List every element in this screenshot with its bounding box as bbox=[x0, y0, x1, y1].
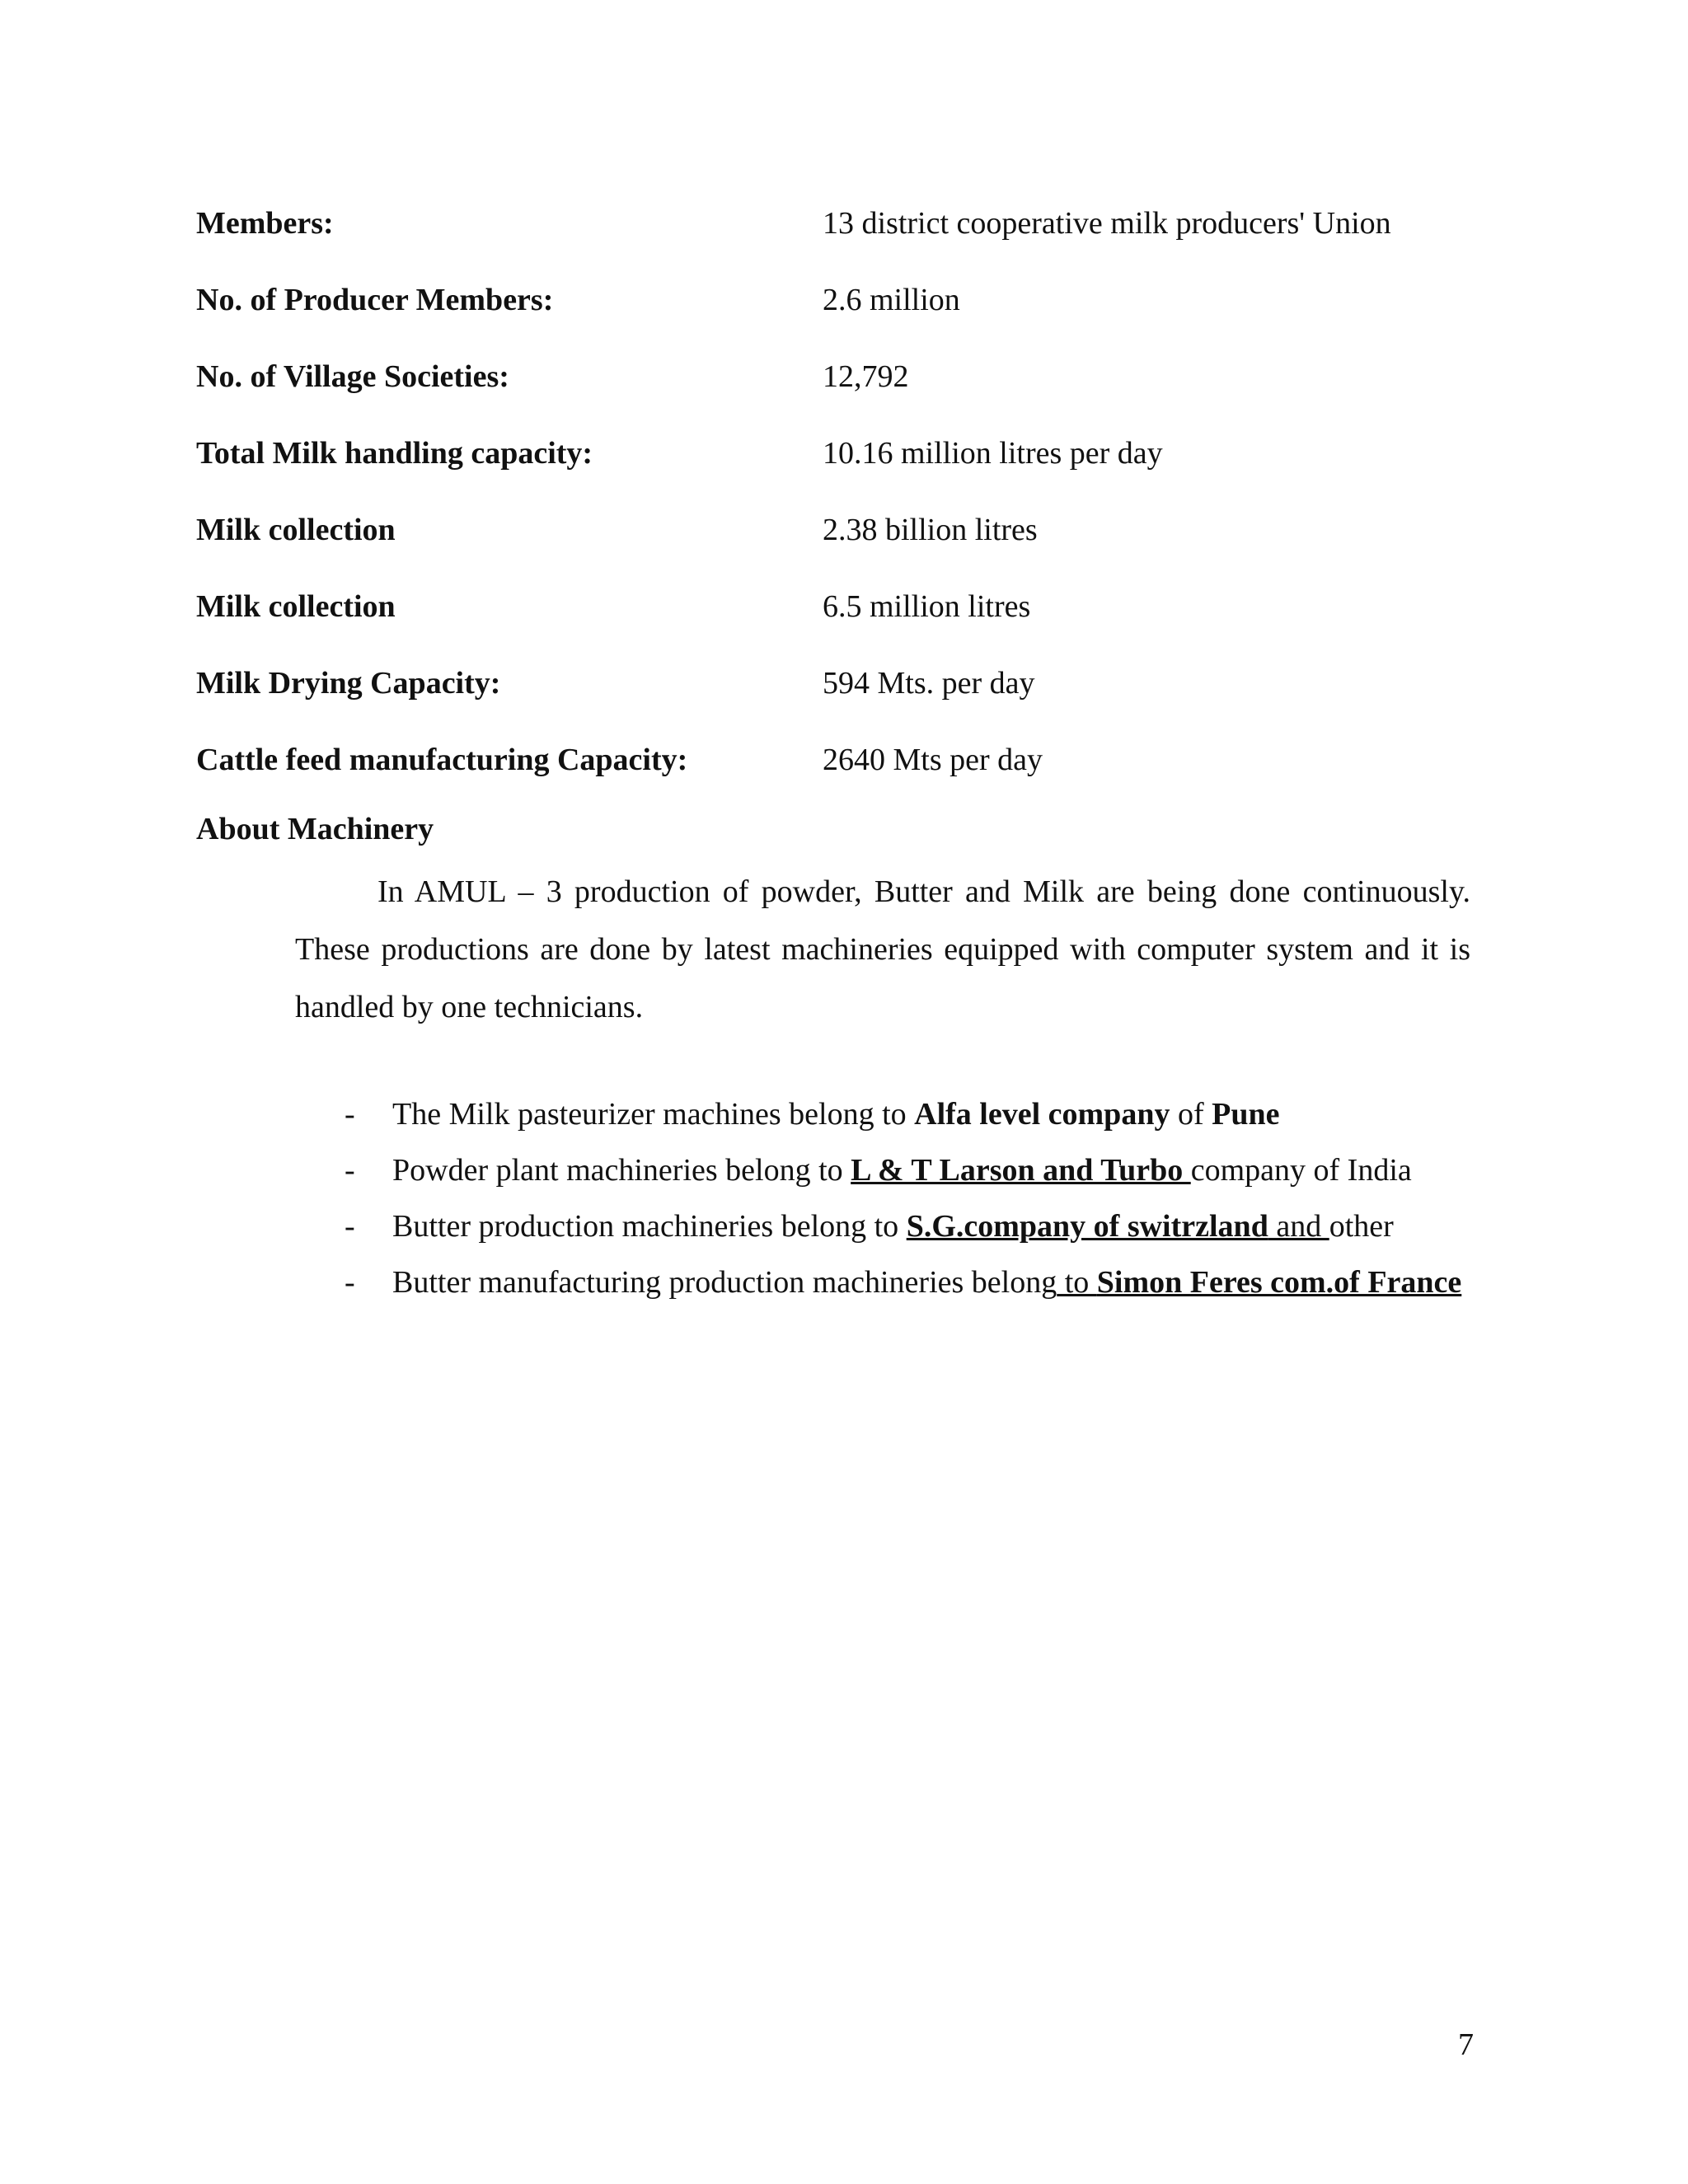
fact-row-drying-capacity bbox=[196, 664, 1482, 741]
list-item bbox=[345, 1142, 1470, 1198]
fact-label: Milk collection bbox=[196, 589, 396, 624]
page-number: 7 bbox=[1458, 2027, 1474, 2062]
machinery-list bbox=[345, 1086, 1470, 1310]
bullet-dash: - bbox=[345, 1097, 355, 1132]
fact-value: 13 district cooperative milk producers' Union bbox=[823, 206, 1391, 241]
fact-label: Total Milk handling capacity: bbox=[196, 436, 593, 471]
item-text: Powder plant machineries belong to bbox=[392, 1153, 851, 1188]
fact-row-milk-collection-annual bbox=[196, 511, 1482, 588]
fact-label: Members: bbox=[196, 206, 334, 241]
list-item bbox=[345, 1086, 1470, 1142]
fact-row-handling-capacity bbox=[196, 434, 1482, 511]
city-name: Pune bbox=[1212, 1097, 1280, 1132]
fact-label: No. of Producer Members: bbox=[196, 283, 554, 317]
fact-value: 2640 Mts per day bbox=[823, 743, 1043, 777]
intro-text: In AMUL – 3 production of powder, Butter and Milk are being done continuously. These productions are done by latest machineries equipped with computer system and it is handled by one technicians. bbox=[295, 874, 1470, 1024]
list-item bbox=[345, 1254, 1470, 1310]
item-text: of bbox=[1170, 1097, 1212, 1132]
fact-label: No. of Village Societies: bbox=[196, 359, 509, 394]
bullet-dash: - bbox=[345, 1153, 355, 1188]
fact-row-producer-members bbox=[196, 281, 1482, 358]
company-name: Simon Feres com.of France bbox=[1096, 1265, 1462, 1300]
fact-row-village-societies bbox=[196, 358, 1482, 434]
fact-row-milk-collection-daily bbox=[196, 588, 1482, 664]
item-text: Butter production machineries belong to bbox=[392, 1209, 907, 1244]
fact-row-members bbox=[196, 204, 1482, 281]
fact-value: 2.6 million bbox=[823, 283, 960, 317]
fact-value: 10.16 million litres per day bbox=[823, 436, 1163, 471]
item-text: and bbox=[1268, 1209, 1329, 1244]
company-name: S.G.company of switrzland bbox=[906, 1209, 1268, 1244]
fact-label: Milk Drying Capacity: bbox=[196, 666, 501, 701]
company-name: Alfa level company bbox=[914, 1097, 1170, 1132]
fact-label: Milk collection bbox=[196, 513, 396, 547]
item-text: The Milk pasteurizer machines belong to bbox=[392, 1097, 915, 1132]
facts-table bbox=[196, 204, 1482, 818]
company-name: L & T Larson and Turbo bbox=[851, 1153, 1191, 1188]
list-item bbox=[345, 1198, 1470, 1254]
fact-label: Cattle feed manufacturing Capacity: bbox=[196, 743, 688, 777]
bullet-dash: - bbox=[345, 1209, 355, 1244]
item-text: to bbox=[1057, 1265, 1097, 1300]
fact-value: 2.38 billion litres bbox=[823, 513, 1038, 547]
item-text: Butter manufacturing production machineries belong bbox=[392, 1265, 1057, 1300]
item-text: company of India bbox=[1190, 1153, 1412, 1188]
section-title: About Machinery bbox=[196, 812, 434, 846]
intro-paragraph bbox=[295, 863, 1470, 1036]
bullet-dash: - bbox=[345, 1265, 355, 1300]
fact-row-cattle-feed-capacity bbox=[196, 741, 1482, 818]
fact-value: 594 Mts. per day bbox=[823, 666, 1035, 701]
item-text: other bbox=[1329, 1209, 1394, 1244]
fact-value: 12,792 bbox=[823, 359, 909, 394]
fact-value: 6.5 million litres bbox=[823, 589, 1031, 624]
